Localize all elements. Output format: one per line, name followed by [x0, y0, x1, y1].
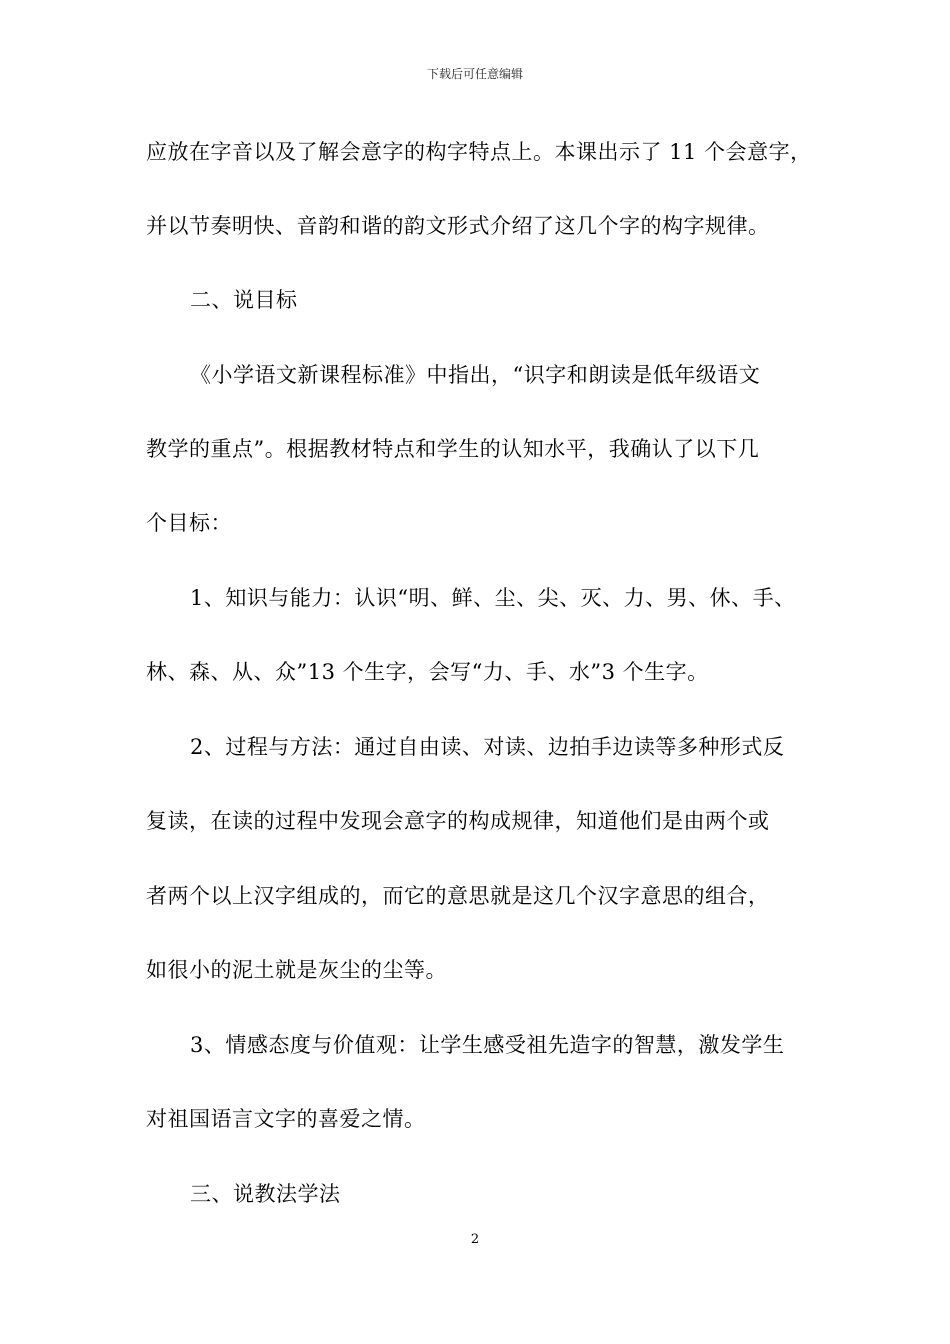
- body-line: 《小学语文新课程标准》中指出，“识字和朗读是低年级语文: [190, 363, 761, 387]
- body-line: 教学的重点”。根据教材特点和学生的认知水平，我确认了以下几: [146, 437, 760, 461]
- body-line: 复读，在读的过程中发现会意字的构成规律，知道他们是由两个或: [146, 809, 770, 833]
- body-line: 如很小的泥土就是灰尘的尘等。: [146, 958, 447, 982]
- body-line: 林、森、从、众”13 个生字，会写“力、手、水”3 个生字。: [146, 660, 709, 684]
- body-line: 应放在字音以及了解会意字的构字特点上。本课出示了 11 个会意字，: [146, 140, 812, 164]
- section-heading-methods: 三、说教法学法: [190, 1182, 341, 1206]
- body-line: 个目标：: [146, 511, 232, 535]
- body-line: 对祖国语言文字的喜爱之情。: [146, 1107, 426, 1131]
- body-line: 3、情感态度与价值观：让学生感受祖先造字的智慧，激发学生: [190, 1033, 785, 1057]
- body-line: 1、知识与能力：认识“明、鲜、尘、尖、灭、力、男、休、手、: [190, 586, 796, 610]
- body-line: 并以节奏明快、音韵和谐的韵文形式介绍了这几个字的构字规律。: [146, 214, 770, 238]
- section-heading-objectives: 二、说目标: [190, 288, 298, 312]
- body-line: 者两个以上汉字组成的，而它的意思就是这几个汉字意思的组合，: [146, 884, 770, 908]
- body-line: 2、过程与方法：通过自由读、对读、边拍手边读等多种形式反: [190, 735, 785, 759]
- page-header: 下载后可任意编辑: [426, 67, 523, 81]
- page-number: 2: [470, 1232, 480, 1247]
